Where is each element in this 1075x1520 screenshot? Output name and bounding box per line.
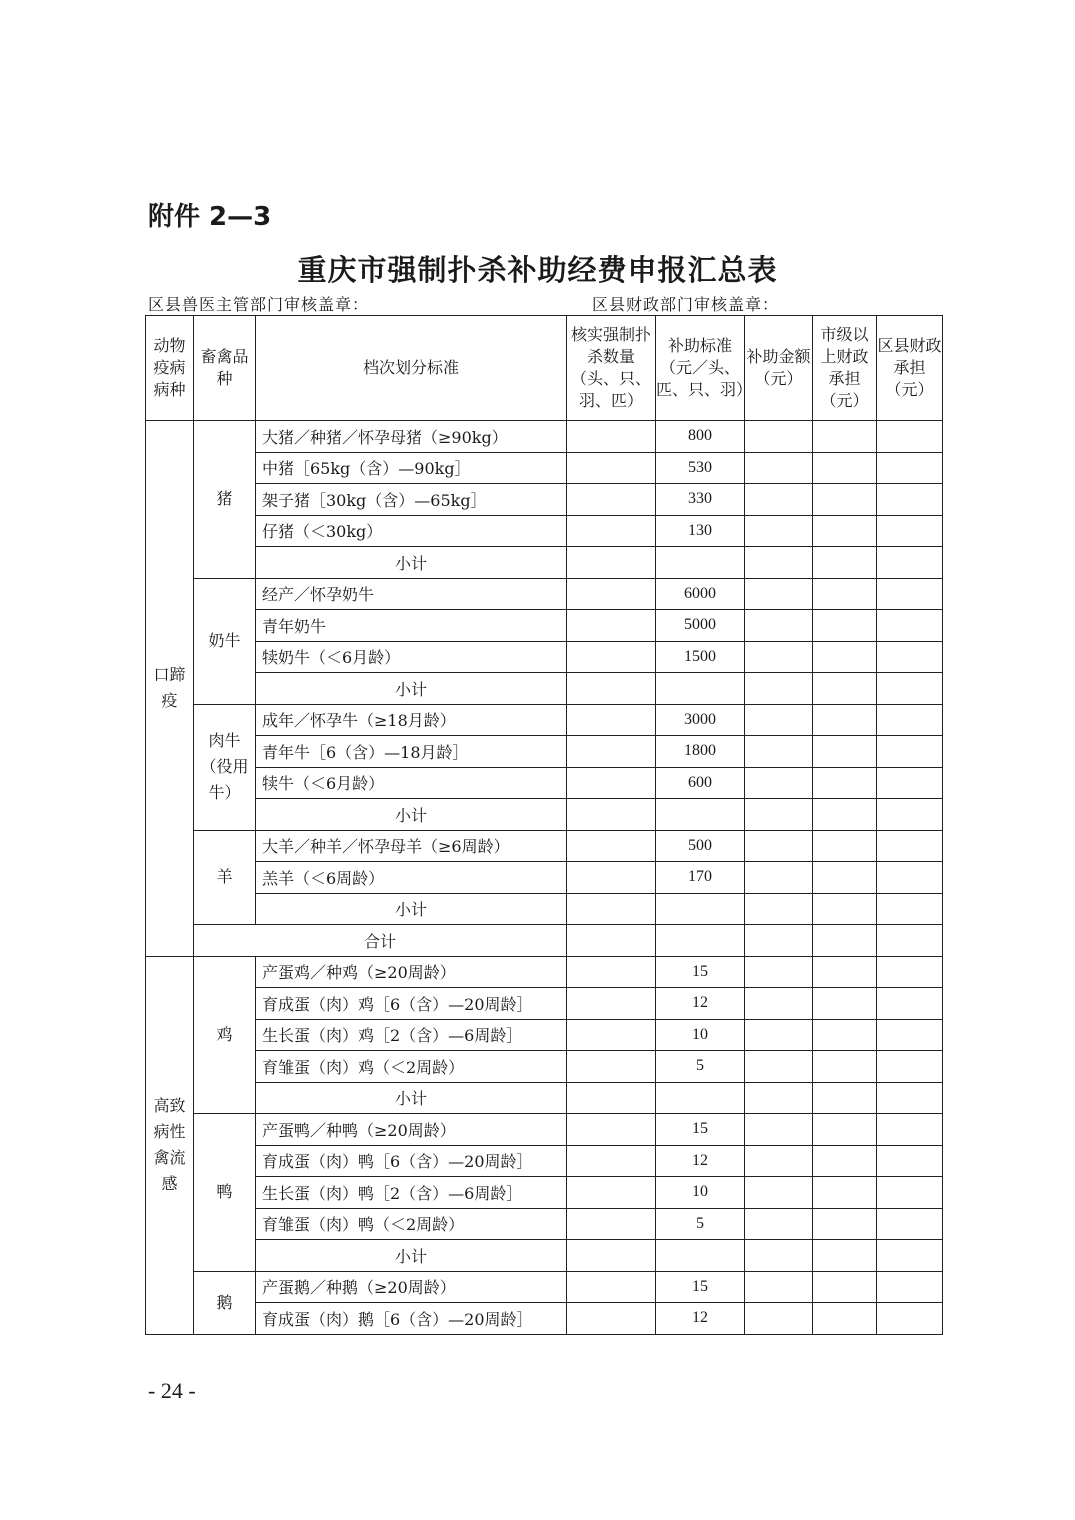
empty-cell (813, 893, 877, 925)
species-cell: 羊 (194, 830, 256, 925)
standard-cell: 170 (656, 862, 745, 894)
empty-cell (745, 767, 813, 799)
empty-cell (813, 452, 877, 484)
empty-cell (813, 1019, 877, 1051)
quantity-cell (567, 1177, 656, 1209)
empty-cell (567, 547, 656, 579)
quantity-cell (567, 578, 656, 610)
empty-cell (877, 421, 943, 453)
standard-cell: 15 (656, 1271, 745, 1303)
quantity-cell (567, 1208, 656, 1240)
empty-cell (877, 925, 943, 957)
quantity-cell (567, 1019, 656, 1051)
grade-cell: 经产／怀孕奶牛 (256, 578, 567, 610)
species-cell: 鹅 (194, 1271, 256, 1334)
empty-cell (745, 578, 813, 610)
empty-cell (567, 925, 656, 957)
empty-cell (745, 862, 813, 894)
empty-cell (745, 610, 813, 642)
empty-cell (745, 736, 813, 768)
empty-cell (745, 1019, 813, 1051)
empty-cell (877, 1114, 943, 1146)
empty-cell (745, 988, 813, 1020)
grade-cell: 青年牛［6（含）—18月龄］ (256, 736, 567, 768)
standard-cell: 1800 (656, 736, 745, 768)
header-grade: 档次划分标准 (256, 316, 567, 421)
total-row (146, 925, 943, 957)
empty-cell (877, 610, 943, 642)
empty-cell (656, 673, 745, 705)
quantity-cell (567, 956, 656, 988)
table-row (146, 956, 943, 988)
empty-cell (745, 925, 813, 957)
grade-cell: 育成蛋（肉）鹅［6（含）—20周龄］ (256, 1303, 567, 1335)
empty-cell (877, 767, 943, 799)
empty-cell (877, 893, 943, 925)
grade-cell: 产蛋鸡／种鸡（≥20周龄） (256, 956, 567, 988)
empty-cell (813, 641, 877, 673)
grade-cell: 架子猪［30kg（含）—65kg］ (256, 484, 567, 516)
empty-cell (745, 673, 813, 705)
empty-cell (877, 956, 943, 988)
header-city-share: 市级以上财政承担（元） (813, 316, 877, 421)
table-row (146, 1114, 943, 1146)
empty-cell (813, 1051, 877, 1083)
empty-cell (877, 704, 943, 736)
empty-cell (813, 988, 877, 1020)
quantity-cell (567, 610, 656, 642)
subtotal-label: 小计 (256, 673, 567, 705)
empty-cell (877, 515, 943, 547)
empty-cell (813, 956, 877, 988)
table-row (146, 862, 943, 894)
standard-cell: 10 (656, 1177, 745, 1209)
quantity-cell (567, 736, 656, 768)
standard-cell: 5 (656, 1051, 745, 1083)
empty-cell (813, 1082, 877, 1114)
empty-cell (877, 484, 943, 516)
empty-cell (877, 799, 943, 831)
empty-cell (877, 1208, 943, 1240)
signature-finance: 区县财政部门审核盖章： (592, 295, 780, 314)
empty-cell (813, 515, 877, 547)
empty-cell (745, 421, 813, 453)
table-row (146, 830, 943, 862)
empty-cell (745, 893, 813, 925)
species-cell: 鸭 (194, 1114, 256, 1272)
quantity-cell (567, 988, 656, 1020)
empty-cell (567, 1082, 656, 1114)
empty-cell (745, 956, 813, 988)
empty-cell (877, 1177, 943, 1209)
page-number: - 24 - (148, 1378, 196, 1403)
empty-cell (745, 1114, 813, 1146)
table-row (146, 1177, 943, 1209)
table-row (146, 641, 943, 673)
standard-cell: 15 (656, 956, 745, 988)
grade-cell: 成年／怀孕牛（≥18月龄） (256, 704, 567, 736)
total-label: 合计 (194, 925, 567, 957)
subtotal-label: 小计 (256, 799, 567, 831)
empty-cell (813, 767, 877, 799)
header-county-share: 区县财政承担（元） (877, 316, 943, 421)
table-row (146, 484, 943, 516)
quantity-cell (567, 484, 656, 516)
subtotal-label: 小计 (256, 1082, 567, 1114)
table-row (146, 1019, 943, 1051)
empty-cell (745, 484, 813, 516)
empty-cell (813, 1177, 877, 1209)
empty-cell (656, 547, 745, 579)
document-title: 重庆市强制扑杀补助经费申报汇总表 (297, 253, 778, 287)
quantity-cell (567, 704, 656, 736)
grade-cell: 生长蛋（肉）鸭［2（含）—6周龄］ (256, 1177, 567, 1209)
attachment-label: 附件 2—3 (148, 202, 272, 232)
table-row (146, 578, 943, 610)
empty-cell (813, 1303, 877, 1335)
empty-cell (567, 673, 656, 705)
empty-cell (745, 641, 813, 673)
quantity-cell (567, 862, 656, 894)
empty-cell (813, 1114, 877, 1146)
empty-cell (745, 515, 813, 547)
species-cell: 鸡 (194, 956, 256, 1114)
empty-cell (813, 799, 877, 831)
empty-cell (745, 1208, 813, 1240)
subtotal-row (146, 1082, 943, 1114)
disease-cell: 高致病性禽流感 (146, 956, 194, 1334)
empty-cell (877, 452, 943, 484)
grade-cell: 育雏蛋（肉）鸭（＜2周龄） (256, 1208, 567, 1240)
empty-cell (877, 1145, 943, 1177)
empty-cell (745, 799, 813, 831)
empty-cell (813, 578, 877, 610)
header-row (146, 316, 943, 421)
empty-cell (813, 925, 877, 957)
grade-cell: 大羊／种羊／怀孕母羊（≥6周龄） (256, 830, 567, 862)
quantity-cell (567, 1271, 656, 1303)
empty-cell (877, 1019, 943, 1051)
empty-cell (813, 673, 877, 705)
grade-cell: 大猪／种猪／怀孕母猪（≥90kg） (256, 421, 567, 453)
empty-cell (656, 925, 745, 957)
empty-cell (656, 893, 745, 925)
quantity-cell (567, 452, 656, 484)
empty-cell (656, 1240, 745, 1272)
quantity-cell (567, 1145, 656, 1177)
subtotal-label: 小计 (256, 547, 567, 579)
grade-cell: 产蛋鹅／种鹅（≥20周龄） (256, 1271, 567, 1303)
empty-cell (877, 736, 943, 768)
table-row (146, 767, 943, 799)
empty-cell (877, 1271, 943, 1303)
quantity-cell (567, 1114, 656, 1146)
standard-cell: 5000 (656, 610, 745, 642)
table-row (146, 1271, 943, 1303)
standard-cell: 12 (656, 1145, 745, 1177)
quantity-cell (567, 767, 656, 799)
standard-cell: 1500 (656, 641, 745, 673)
subtotal-row (146, 799, 943, 831)
empty-cell (877, 1082, 943, 1114)
quantity-cell (567, 515, 656, 547)
subtotal-label: 小计 (256, 1240, 567, 1272)
standard-cell: 12 (656, 1303, 745, 1335)
grade-cell: 育雏蛋（肉）鸡（＜2周龄） (256, 1051, 567, 1083)
grade-cell: 犊牛（＜6月龄） (256, 767, 567, 799)
empty-cell (813, 830, 877, 862)
quantity-cell (567, 641, 656, 673)
empty-cell (813, 610, 877, 642)
empty-cell (745, 1303, 813, 1335)
table-row (146, 452, 943, 484)
empty-cell (745, 1051, 813, 1083)
empty-cell (656, 1082, 745, 1114)
empty-cell (813, 1208, 877, 1240)
grade-cell: 青年奶牛 (256, 610, 567, 642)
standard-cell: 6000 (656, 578, 745, 610)
table-row (146, 704, 943, 736)
standard-cell: 530 (656, 452, 745, 484)
empty-cell (745, 1082, 813, 1114)
signature-veterinary: 区县兽医主管部门审核盖章： (148, 295, 370, 314)
standard-cell: 330 (656, 484, 745, 516)
empty-cell (567, 893, 656, 925)
subtotal-row (146, 673, 943, 705)
empty-cell (877, 1240, 943, 1272)
quantity-cell (567, 421, 656, 453)
standard-cell: 10 (656, 1019, 745, 1051)
empty-cell (877, 641, 943, 673)
disease-cell: 口蹄疫 (146, 421, 194, 957)
standard-cell: 130 (656, 515, 745, 547)
table-row (146, 988, 943, 1020)
header-standard: 补助标准（元／头、匹、只、羽） (656, 316, 745, 421)
empty-cell (877, 1303, 943, 1335)
empty-cell (745, 1271, 813, 1303)
grade-cell: 育成蛋（肉）鸭［6（含）—20周龄］ (256, 1145, 567, 1177)
table-row (146, 1303, 943, 1335)
empty-cell (745, 452, 813, 484)
empty-cell (745, 1240, 813, 1272)
grade-cell: 羔羊（＜6周龄） (256, 862, 567, 894)
empty-cell (745, 704, 813, 736)
standard-cell: 5 (656, 1208, 745, 1240)
table-body (146, 421, 943, 1335)
grade-cell: 犊奶牛（＜6月龄） (256, 641, 567, 673)
empty-cell (813, 736, 877, 768)
empty-cell (877, 830, 943, 862)
standard-cell: 500 (656, 830, 745, 862)
empty-cell (745, 1145, 813, 1177)
header-amount: 补助金额（元） (745, 316, 813, 421)
empty-cell (745, 830, 813, 862)
standard-cell: 600 (656, 767, 745, 799)
standard-cell: 800 (656, 421, 745, 453)
subtotal-label: 小计 (256, 893, 567, 925)
table-row (146, 515, 943, 547)
grade-cell: 仔猪（＜30kg） (256, 515, 567, 547)
empty-cell (877, 988, 943, 1020)
header-disease: 动物疫病病种 (146, 316, 194, 421)
empty-cell (877, 673, 943, 705)
subsidy-table (145, 315, 943, 1335)
grade-cell: 中猪［65kg（含）—90kg］ (256, 452, 567, 484)
empty-cell (567, 799, 656, 831)
empty-cell (813, 1240, 877, 1272)
empty-cell (745, 1177, 813, 1209)
empty-cell (813, 1145, 877, 1177)
empty-cell (813, 547, 877, 579)
empty-cell (745, 547, 813, 579)
empty-cell (813, 1271, 877, 1303)
empty-cell (813, 421, 877, 453)
table-row (146, 1051, 943, 1083)
quantity-cell (567, 1303, 656, 1335)
species-cell: 奶牛 (194, 578, 256, 704)
header-quantity: 核实强制扑杀数量（头、只、羽、匹） (567, 316, 656, 421)
grade-cell: 产蛋鸭／种鸭（≥20周龄） (256, 1114, 567, 1146)
quantity-cell (567, 1051, 656, 1083)
standard-cell: 15 (656, 1114, 745, 1146)
table-row (146, 610, 943, 642)
empty-cell (877, 547, 943, 579)
table-row (146, 1145, 943, 1177)
empty-cell (877, 1051, 943, 1083)
empty-cell (813, 862, 877, 894)
empty-cell (813, 704, 877, 736)
empty-cell (813, 484, 877, 516)
empty-cell (877, 578, 943, 610)
header-species: 畜禽品种 (194, 316, 256, 421)
subtotal-row (146, 1240, 943, 1272)
subtotal-row (146, 547, 943, 579)
empty-cell (567, 1240, 656, 1272)
table-row (146, 736, 943, 768)
subtotal-row (146, 893, 943, 925)
species-cell: 肉牛（役用牛） (194, 704, 256, 830)
table-row (146, 421, 943, 453)
standard-cell: 3000 (656, 704, 745, 736)
standard-cell: 12 (656, 988, 745, 1020)
grade-cell: 育成蛋（肉）鸡［6（含）—20周龄］ (256, 988, 567, 1020)
empty-cell (877, 862, 943, 894)
grade-cell: 生长蛋（肉）鸡［2（含）—6周龄］ (256, 1019, 567, 1051)
quantity-cell (567, 830, 656, 862)
table-row (146, 1208, 943, 1240)
empty-cell (656, 799, 745, 831)
species-cell: 猪 (194, 421, 256, 579)
